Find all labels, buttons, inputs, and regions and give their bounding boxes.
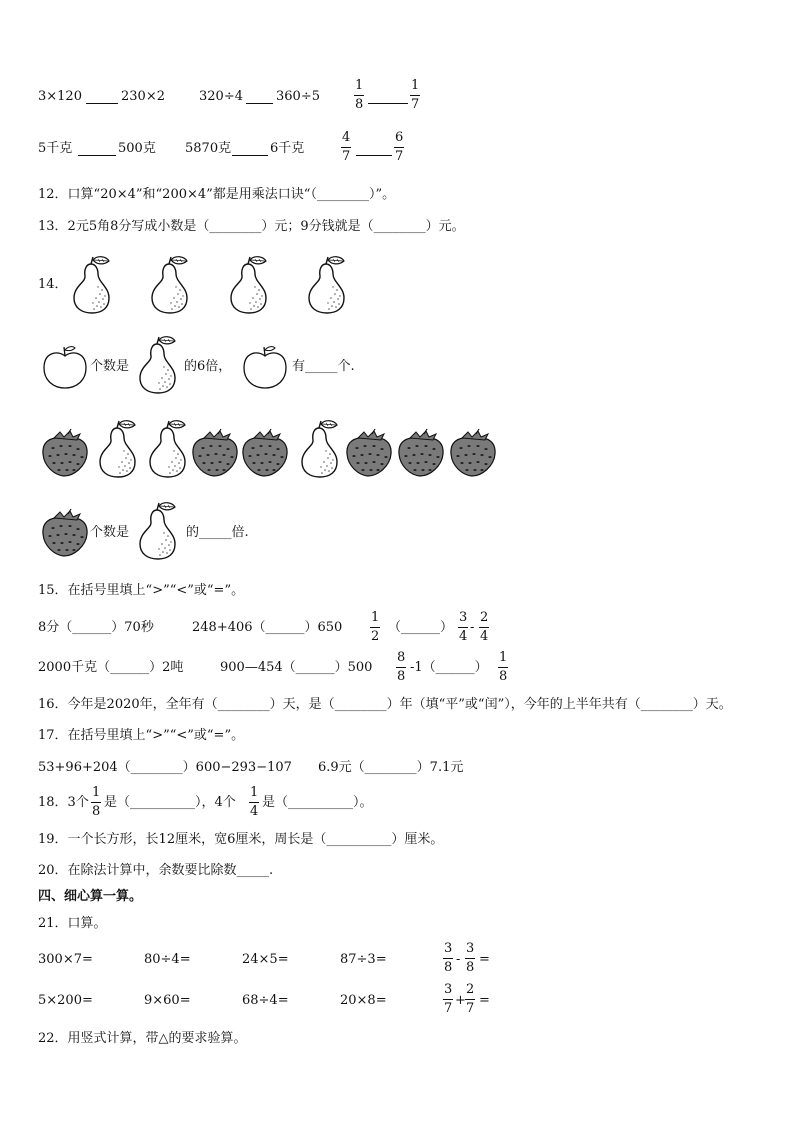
blank-line[interactable] — [232, 155, 268, 156]
blank-line[interactable] — [86, 103, 118, 104]
calc-item: 68÷4= — [242, 993, 289, 1008]
fraction-1-7: $\frac{1}{7}$ — [411, 78, 420, 112]
question-12: 12．口算“20×4”和“200×4”都是用乘法口诀“（________）”。 — [38, 187, 396, 202]
pear-icon — [294, 418, 344, 478]
pear-icon — [92, 418, 142, 478]
fraction-3-7: $\frac{3}{7}$ — [444, 982, 453, 1016]
q15-b3: -1（______） — [410, 660, 488, 675]
strawberry-icon — [190, 428, 240, 478]
pear-icon — [301, 254, 351, 314]
question-17-title: 17．在括号里填上“>”“<”或“=”。 — [38, 728, 245, 743]
compare-expr-2d: 6千克 — [270, 141, 305, 156]
q17-a1: 53+96+204（________）600−293−107 — [38, 760, 292, 775]
blank-line[interactable] — [356, 155, 392, 156]
equals-sign: = — [479, 952, 490, 967]
calc-item: 9×60= — [144, 993, 191, 1008]
minus-sign: - — [456, 952, 461, 967]
question-22: 22．用竖式计算，带△的要求验算。 — [38, 1031, 247, 1046]
question-15-title: 15．在括号里填上“>”“<”或“=”。 — [38, 583, 245, 598]
pear-icon — [132, 500, 182, 560]
q15-a1: 8分（______）70秒 — [38, 620, 154, 635]
pear-icon — [66, 254, 116, 314]
q18-p2: 是（__________），4个 — [104, 795, 236, 810]
question-21-title: 21．口算。 — [38, 916, 107, 931]
calc-item: 20×8= — [340, 993, 387, 1008]
fraction-1-4: $\frac{1}{4}$ — [250, 785, 259, 819]
q15-b1: 2000千克（______）2吨 — [38, 660, 184, 675]
minus-sign: - — [470, 620, 475, 635]
fraction-4-7: $\frac{4}{7}$ — [342, 130, 351, 164]
equals-sign: = — [479, 993, 490, 1008]
calc-item: 5×200= — [38, 993, 93, 1008]
q14-text-1a: 个数是 — [90, 359, 130, 374]
compare-expr-2a: 5千克 — [38, 141, 73, 156]
pear-icon — [142, 418, 192, 478]
q15-b2: 900—454（______）500 — [220, 660, 373, 675]
strawberry-icon — [40, 428, 90, 478]
strawberry-icon — [240, 428, 290, 478]
blank-line[interactable] — [368, 103, 408, 104]
fraction-6-7: $\frac{6}{7}$ — [395, 130, 404, 164]
q17-a2: 6.9元（________）7.1元 — [318, 760, 464, 775]
strawberry-icon — [40, 508, 90, 558]
fraction-1-8: $\frac{1}{8}$ — [355, 78, 364, 112]
fraction-1-2: $\frac{1}{2}$ — [371, 610, 380, 644]
question-20: 20．在除法计算中，余数要比除数_____. — [38, 863, 274, 878]
fraction-2-7: $\frac{2}{7}$ — [466, 982, 475, 1016]
fraction-3-4: $\frac{3}{4}$ — [459, 610, 468, 644]
apple-icon — [40, 344, 90, 390]
q14-text-1c: 有_____个. — [292, 359, 355, 374]
question-13: 13．2元5角8分写成小数是（________）元；9分钱就是（________）元。 — [38, 219, 465, 234]
calc-item: 300×7= — [38, 952, 93, 967]
calc-item: 80÷4= — [144, 952, 191, 967]
compare-expr-1a: 3×120 — [38, 89, 82, 104]
blank-line[interactable] — [78, 155, 116, 156]
pear-icon — [223, 254, 273, 314]
q15-a3-blank: （______） — [388, 620, 454, 635]
question-14-number: 14． — [38, 277, 68, 292]
section-4-heading: 四、细心算一算。 — [38, 889, 143, 904]
strawberry-icon — [344, 428, 394, 478]
calc-item: 87÷3= — [340, 952, 387, 967]
compare-expr-2c: 5870克 — [185, 141, 232, 156]
compare-expr-1d: 360÷5 — [276, 89, 320, 104]
compare-expr-1b: 230×2 — [121, 89, 165, 104]
fraction-3-8: $\frac{3}{8}$ — [466, 941, 475, 975]
question-16: 16．今年是2020年，全年有（________）天，是（________）年（填“平”或“闰”），今年的上半年共有（________）天。 — [38, 697, 732, 712]
compare-expr-1c: 320÷4 — [199, 89, 243, 104]
plus-sign: + — [455, 993, 466, 1008]
compare-expr-2b: 500克 — [118, 141, 156, 156]
q15-a2: 248+406（______）650 — [192, 620, 343, 635]
fraction-8-8: $\frac{8}{8}$ — [397, 650, 406, 684]
q14-text-2a: 个数是 — [90, 525, 130, 540]
fraction-2-4: $\frac{2}{4}$ — [480, 610, 489, 644]
strawberry-icon — [396, 428, 446, 478]
apple-icon — [240, 344, 290, 390]
fraction-1-8: $\frac{1}{8}$ — [92, 785, 101, 819]
fraction-1-8: $\frac{1}{8}$ — [499, 650, 508, 684]
q18-p3: 是（__________）。 — [262, 795, 373, 810]
fraction-3-8: $\frac{3}{8}$ — [444, 941, 453, 975]
blank-line[interactable] — [246, 103, 273, 104]
q14-text-1b: 的6倍， — [184, 359, 232, 374]
calc-item: 24×5= — [242, 952, 289, 967]
pear-icon — [144, 254, 194, 314]
q14-text-2b: 的_____倍. — [186, 525, 249, 540]
q18-p1: 18．3个 — [38, 795, 89, 810]
pear-icon — [132, 334, 182, 394]
strawberry-icon — [448, 428, 498, 478]
question-19: 19．一个长方形，长12厘米，宽6厘米，周长是（__________）厘米。 — [38, 832, 444, 847]
